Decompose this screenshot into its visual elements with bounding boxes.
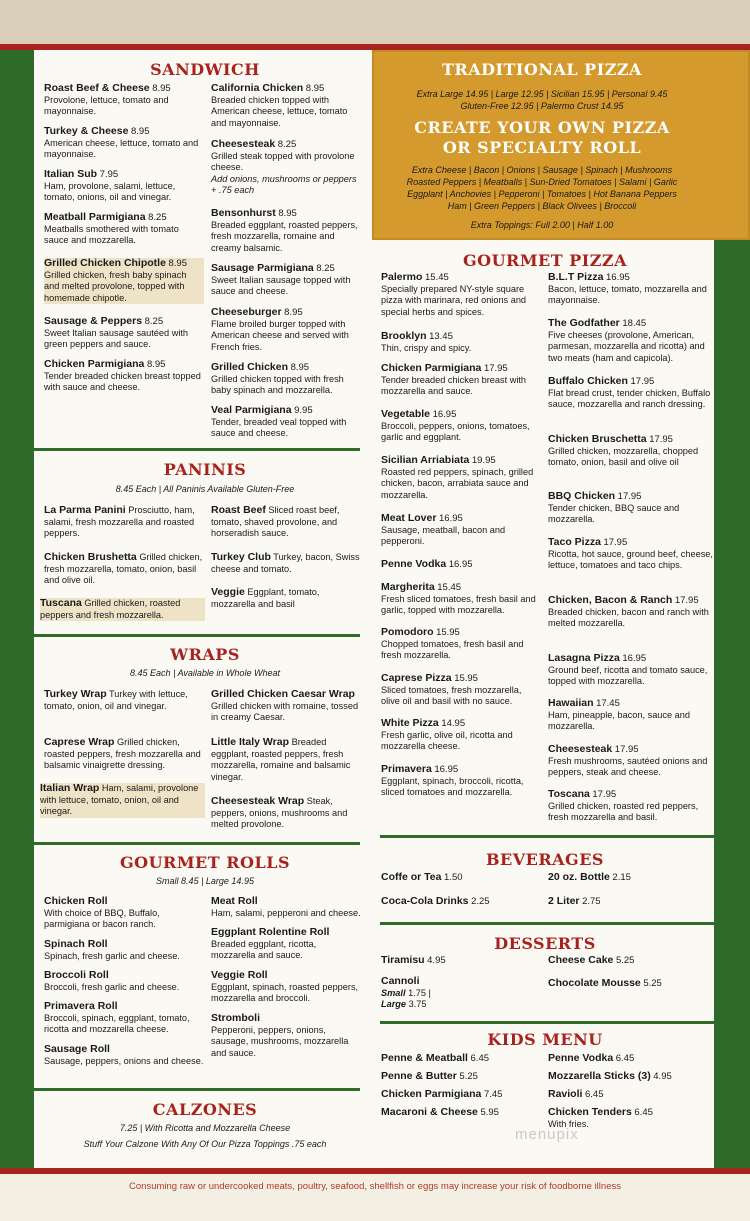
- item-price: 2.25: [471, 896, 490, 907]
- menu-item: [548, 595, 713, 630]
- item-description: Ham, pineapple, bacon, sauce and mozzarella.: [548, 709, 690, 732]
- menu-item: [44, 505, 204, 540]
- menu-item: [211, 263, 361, 298]
- item-description: Grilled chicken, roasted red peppers, fresh mozzarella and basil.: [548, 800, 699, 823]
- item-description: Meatballs smothered with tomato sauce and mozzarella.: [44, 223, 179, 246]
- item-description: Pepperoni, peppers, onions, sausage, mushrooms, mozzarella and sauce.: [211, 1024, 349, 1058]
- item-price: 8.95: [284, 307, 303, 318]
- menu-item: [44, 316, 204, 351]
- item-name: Cheese Cake: [548, 954, 614, 966]
- item-name: Veggie Roll: [211, 969, 268, 981]
- item-name: Penne & Butter: [381, 1070, 457, 1082]
- item-description: Ham, salami, pepperoni and cheese.: [211, 907, 361, 918]
- item-name: Primavera Roll: [44, 1000, 118, 1012]
- item-name: Italian Wrap: [40, 782, 100, 794]
- item-name: Chicken Parmigiana: [44, 358, 145, 370]
- item-description: Grilled chicken topped with fresh baby spinach and mozzarella.: [211, 373, 344, 396]
- item-name: Grilled Chicken Chipotle: [44, 257, 166, 269]
- section-divider: [34, 842, 360, 845]
- item-description: Sliced roast beef, tomato, shaved provolone, and horseradish sauce.: [211, 505, 340, 539]
- toppings-line-4: Ham | Green Peppers | Black Olivees | Broccoli: [447, 201, 637, 211]
- item-description: Tender, breaded veal topped with sauce and cheese.: [211, 416, 347, 439]
- item-price: 6.45: [585, 1089, 604, 1100]
- menu-item: [211, 362, 361, 397]
- item-name: Roast Beef & Cheese: [44, 82, 150, 94]
- item-name: Little Italy Wrap: [211, 736, 289, 748]
- item-name: Cannoli: [381, 975, 420, 987]
- item-description: Sausage, peppers, onions and cheese.: [44, 1055, 204, 1066]
- paninis-heading: PANINIS: [163, 460, 247, 479]
- menu-item: [548, 698, 713, 733]
- calzones-line1: 7.25 | With Ricotta and Mozzarella Cheese: [119, 1123, 291, 1133]
- menu-item: [381, 1053, 541, 1065]
- item-name: Cheesesteak: [548, 743, 613, 755]
- item-description: Broccoli, peppers, onions, tomatoes, garlic and eggplant.: [381, 420, 530, 443]
- item-price: 4.95: [653, 1071, 672, 1082]
- item-name: Grilled Chicken: [211, 361, 289, 373]
- item-name: Turkey Wrap: [44, 688, 107, 700]
- item-description: Prosciutto, ham, salami, fresh mozzarella and roasted peppers.: [44, 505, 195, 539]
- item-description: Breaded eggplant, ricotta, mozzarella and sauce.: [211, 938, 317, 961]
- item-name: Brooklyn: [381, 330, 427, 342]
- item-price: 17.95: [603, 537, 628, 548]
- sandwich-heading: SANDWICH: [150, 60, 260, 79]
- item-name: Italian Sub: [44, 168, 98, 180]
- item-price: 17.95: [617, 491, 642, 502]
- menu-item: [548, 789, 713, 824]
- item-price: 5.95: [480, 1107, 499, 1118]
- section-divider: [34, 448, 360, 451]
- traditional-sizes-2: Gluten-Free 12.95 | Palermo Crust 14.95: [460, 101, 624, 111]
- item-price: 8.95: [290, 362, 310, 373]
- item-name: Stromboli: [211, 1012, 260, 1024]
- item-description: Breaded chicken, bacon and ranch with melted mozzarella.: [548, 606, 709, 629]
- item-name: Lasagna Pizza: [548, 652, 620, 664]
- item-price: 16.95: [606, 272, 630, 283]
- item-name: BBQ Chicken: [548, 490, 616, 502]
- section-divider: [34, 634, 360, 637]
- item-description: With choice of BBQ, Buffalo, parmigiana or bacon ranch.: [44, 907, 160, 930]
- item-name: Penne Vodka: [548, 1052, 614, 1064]
- left-green-border: [0, 50, 34, 1170]
- cannoli-small-label: Small: [381, 987, 406, 998]
- menu-item: [548, 1053, 708, 1065]
- item-name: The Godfather: [548, 317, 620, 329]
- item-description: With fries.: [548, 1118, 589, 1129]
- calzones-heading: CALZONES: [152, 1100, 258, 1119]
- menu-item: [211, 970, 361, 1005]
- menu-item: [381, 272, 541, 318]
- menu-item: [381, 976, 541, 1011]
- toppings-line-2: Roasted Peppers | Meatballs | Sun-Dried Tomatoes | Salami | Garlic: [406, 177, 678, 187]
- menu-item: [44, 689, 204, 712]
- menu-item: [548, 272, 713, 307]
- menu-item: [381, 513, 541, 548]
- item-name: Palermo: [381, 271, 423, 283]
- toppings-line-3: Eggplant | Anchovies | Pepperoni | Tomatoes | Hot Banana Peppers: [407, 189, 677, 199]
- menu-item: [381, 331, 541, 354]
- top-band: [0, 0, 750, 44]
- menu-item: [548, 653, 713, 688]
- menu-item: [381, 559, 541, 571]
- item-price: 14.95: [441, 718, 466, 729]
- kids-menu-heading: KIDS MENU: [487, 1030, 603, 1049]
- item-description: Grilled chicken, mozzarella, chopped tomato, onion, basil and olive oil: [548, 445, 699, 468]
- item-price: 9.95: [294, 405, 313, 416]
- item-name: 20 oz. Bottle: [548, 871, 610, 883]
- menu-item: [211, 405, 361, 440]
- item-price: 2.75: [582, 896, 601, 907]
- calzones-line2: Stuff Your Calzone With Any Of Our Pizza Toppings .75 each: [83, 1139, 327, 1149]
- item-description: Roasted red peppers, spinach, grilled chicken, bacon, arrabiata sauce and mozzarella.: [381, 466, 534, 500]
- item-price: 15.45: [425, 272, 449, 283]
- item-price: 17.95: [614, 744, 639, 755]
- item-name: Caprese Pizza: [381, 672, 452, 684]
- paninis-subtitle: 8.45 Each | All Paninis Available Gluten-Free: [115, 484, 295, 494]
- item-name: Pomodoro: [381, 626, 434, 638]
- menu-item: [381, 582, 541, 617]
- item-description: Broccoli, spinach, eggplant, tomato, ricotta and mozzarella cheese.: [44, 1012, 190, 1035]
- traditional-pizza-heading: TRADITIONAL PIZZA: [442, 60, 642, 79]
- item-price: 5.25: [643, 978, 662, 989]
- menu-item: [548, 491, 713, 526]
- item-description: Sweet Italian sausage sautéed with green peppers and sauce.: [44, 327, 189, 350]
- menu-item: [44, 212, 204, 247]
- gourmet-rolls-subtitle: Small 8.45 | Large 14.95: [156, 876, 254, 886]
- item-name: Chicken Parmigiana: [381, 362, 482, 374]
- item-description: Broccoli, fresh garlic and cheese.: [44, 981, 180, 992]
- item-name: Coca-Cola Drinks: [381, 895, 469, 907]
- section-divider: [380, 835, 714, 838]
- menu-item: [44, 1001, 204, 1036]
- specialty-roll-heading: OR SPECIALTY ROLL: [442, 138, 642, 157]
- item-description: Grilled chicken with romaine, tossed in creamy Caesar.: [211, 700, 359, 723]
- item-price: 15.95: [436, 627, 460, 638]
- item-description: Ricotta, hot sauce, ground beef, cheese, lettuce, tomatoes and taco chips.: [548, 548, 713, 571]
- cannoli-large-label: Large: [381, 999, 407, 1010]
- item-name: Penne Vodka: [381, 558, 447, 570]
- item-price: 17.95: [630, 376, 655, 387]
- item-name: White Pizza: [381, 717, 439, 729]
- menu-item: [40, 598, 205, 621]
- item-name: Macaroni & Cheese: [381, 1106, 478, 1118]
- item-name: Meat Roll: [211, 895, 258, 907]
- item-price: 16.95: [439, 513, 463, 524]
- watermark: menupix: [515, 1126, 579, 1143]
- gourmet-rolls-heading: GOURMET ROLLS: [119, 853, 291, 872]
- menu-item: [44, 1044, 204, 1067]
- item-price: 17.45: [596, 698, 620, 709]
- menu-item: [211, 552, 361, 575]
- extra-toppings: Extra Toppings: Full 2.00 | Half 1.00: [470, 220, 614, 230]
- item-price: 13.45: [429, 331, 453, 342]
- item-description: Grilled steak topped with provolone cheese.: [211, 150, 355, 173]
- create-your-own-heading: CREATE YOUR OWN PIZZA: [414, 118, 670, 137]
- item-description: Turkey with lettuce, tomato, onion, oil and vinegar.: [44, 689, 188, 711]
- item-price: 5.25: [459, 1071, 478, 1082]
- item-price: 16.95: [432, 409, 457, 420]
- item-price: 7.95: [99, 169, 119, 180]
- item-name: Primavera: [381, 763, 432, 775]
- item-name: Ravioli: [548, 1088, 583, 1100]
- item-name: Chicken, Bacon & Ranch: [548, 594, 673, 606]
- menu-item: [381, 1107, 541, 1119]
- menu-item: [211, 896, 361, 919]
- item-price: 8.25: [148, 212, 167, 223]
- item-name: Sicilian Arriabiata: [381, 454, 470, 466]
- section-divider: [380, 1021, 714, 1024]
- right-green-border: [714, 240, 750, 1170]
- item-price: 16.95: [434, 764, 459, 775]
- item-price: 6.45: [470, 1053, 490, 1064]
- item-name: Tuscana: [40, 597, 82, 609]
- item-name: Grilled Chicken Caesar Wrap: [211, 688, 355, 700]
- item-price: 4.95: [427, 955, 446, 966]
- section-divider: [34, 1088, 360, 1091]
- item-description: Eggplant, tomato, mozzarella and basil: [211, 587, 320, 609]
- item-price: 2.15: [612, 872, 631, 883]
- item-description: Five cheeses (provolone, American, parmesan, mozzarella and ricotta) and two meats (ham and capicola).: [548, 329, 705, 363]
- item-name: Chicken Roll: [44, 895, 108, 907]
- item-price: 5.25: [615, 955, 635, 966]
- toppings-line-1: Extra Cheese | Bacon | Onions | Sausage | Spinach | Mushrooms: [411, 165, 673, 175]
- item-name: Coffe or Tea: [381, 871, 442, 883]
- item-price: 8.95: [131, 126, 150, 137]
- menu-item: [548, 1071, 708, 1083]
- item-price: 19.95: [471, 455, 496, 466]
- item-description: Tender breaded chicken breast with mozzarella and sauce.: [381, 374, 527, 397]
- traditional-sizes-1: Extra Large 14.95 | Large 12.95 | Sicilian 15.95 | Personal 9.45: [416, 89, 668, 99]
- item-price: 17.95: [649, 434, 673, 445]
- item-name: Toscana: [548, 788, 590, 800]
- item-name: Taco Pizza: [548, 536, 601, 548]
- menu-item: [381, 627, 541, 662]
- item-description: Eggplant, spinach, roasted peppers, mozzarella and broccoli.: [211, 981, 359, 1004]
- item-description: Ham, provolone, salami, lettuce, tomato, onions, oil and vinegar.: [44, 180, 176, 203]
- item-description: Ground beef, ricotta and tomato sauce, topped with mozzarella.: [548, 664, 708, 687]
- item-price: 15.95: [454, 673, 478, 684]
- item-name: Hawaiian: [548, 697, 594, 709]
- menu-item: [548, 434, 713, 469]
- item-price: 8.95: [278, 208, 297, 219]
- item-description: Thin, crispy and spicy.: [381, 342, 472, 353]
- item-description: Chopped tomatoes, fresh basil and fresh mozzarella.: [381, 638, 524, 661]
- item-description: Breaded chicken topped with American cheese, lettuce, tomato and mayonnaise.: [211, 94, 348, 128]
- item-name: Chicken Brushetta: [44, 551, 137, 563]
- menu-item: [211, 208, 361, 254]
- item-name: Margherita: [381, 581, 435, 593]
- item-description: Fresh mushrooms, sautéed onions and peppers, steak and cheese.: [548, 755, 708, 778]
- item-name: Eggplant Rolentine Roll: [211, 926, 330, 938]
- menu-item: [44, 737, 204, 772]
- item-description: Specially prepared NY-style square pizza with marinara, red onions and special herbs and spices.: [381, 283, 527, 317]
- menu-item: [548, 978, 708, 990]
- item-description: Turkey, bacon, Swiss cheese and tomato.: [211, 552, 360, 574]
- item-name: Turkey Club: [211, 551, 271, 563]
- menu-item: [211, 927, 361, 962]
- menu-item: [381, 896, 541, 908]
- menu-item: [548, 872, 708, 884]
- wraps-subtitle: 8.45 Each | Available in Whole Wheat: [130, 668, 280, 678]
- menu-item: [381, 764, 541, 799]
- item-price: 8.95: [146, 359, 166, 370]
- menu-item: [44, 359, 204, 394]
- section-divider: [380, 922, 714, 925]
- item-description: Fresh sliced tomatoes, fresh basil and garlic, topped with mozzarella.: [381, 593, 536, 616]
- item-description: Ham, salami, provolone with lettuce, tomato, onion, oil and vinegar.: [40, 783, 199, 817]
- item-name: Mozzarella Sticks (3): [548, 1070, 651, 1082]
- item-price: 8.95: [152, 83, 171, 94]
- item-price: 8.95: [305, 83, 325, 94]
- item-extra: Add onions, mushrooms or peppers + .75 each: [211, 173, 357, 196]
- item-price: 17.95: [483, 363, 508, 374]
- item-name: Veggie: [211, 586, 245, 598]
- item-name: California Chicken: [211, 82, 304, 94]
- item-name: Chicken Tenders: [548, 1106, 632, 1118]
- item-description: Steak, peppers, onions, mushrooms and melted provolone.: [211, 796, 348, 830]
- item-name: Meat Lover: [381, 512, 437, 524]
- item-name: Buffalo Chicken: [548, 375, 628, 387]
- item-description: Sausage, meatball, bacon and pepperoni.: [381, 524, 506, 547]
- desserts-heading: DESSERTS: [494, 934, 596, 953]
- item-name: Chicken Bruschetta: [548, 433, 647, 445]
- item-description: Bacon, lettuce, tomato, mozzarella and mayonnaise.: [548, 283, 707, 306]
- item-description: Sweet Italian sausage topped with sauce and cheese.: [211, 274, 351, 297]
- item-description: Breaded eggplant, roasted peppers, fresh mozzarella, romaine and balsamic vinegar.: [211, 737, 351, 782]
- gourmet-pizza-heading: GOURMET PIZZA: [462, 251, 628, 270]
- menu-item: [211, 83, 361, 129]
- item-description: Tender breaded chicken breast topped with sauce and cheese.: [44, 370, 201, 393]
- menu-item: [548, 537, 713, 572]
- menu-item: [44, 970, 204, 993]
- footer-disclaimer: Consuming raw or undercooked meats, poultry, seafood, shellfish or eggs may increase your risk of foodborne illness: [129, 1181, 621, 1192]
- menu-item: [211, 689, 361, 724]
- item-description: Grilled chicken, fresh mozzarella, tomato, onion, basil and olive oil.: [44, 552, 203, 586]
- item-description: Eggplant, spinach, broccoli, ricotta, sliced tomatoes and mozzarella.: [381, 775, 524, 798]
- menu-item: [548, 1089, 708, 1101]
- item-name: Caprese Wrap: [44, 736, 115, 748]
- menu-item: [381, 872, 541, 884]
- menu-item: [211, 139, 361, 197]
- item-price: 8.25: [144, 316, 164, 327]
- item-price: 6.45: [615, 1053, 635, 1064]
- menu-item: [211, 796, 361, 831]
- cannoli-large-price: 3.75: [408, 999, 427, 1010]
- menu-item: [211, 737, 361, 783]
- item-name: Chicken Parmigiana: [381, 1088, 482, 1100]
- item-price: 8.25: [277, 139, 297, 150]
- menu-item: [44, 939, 204, 962]
- item-description: American cheese, lettuce, tomato and mayonnaise.: [44, 137, 199, 160]
- menu-item: [211, 505, 361, 540]
- menu-item: [44, 258, 204, 304]
- menu-item: [211, 1013, 361, 1059]
- item-price: 15.45: [437, 582, 462, 593]
- item-description: Flame broiled burger topped with American cheese and served with French fries.: [211, 318, 349, 352]
- item-description: Grilled chicken, fresh baby spinach and melted provolone, topped with homemade chipotle.: [44, 269, 187, 303]
- item-name: Vegetable: [381, 408, 431, 420]
- menu-item: [44, 126, 204, 161]
- item-name: B.L.T Pizza: [548, 271, 604, 283]
- item-name: Sausage Parmigiana: [211, 262, 314, 274]
- item-description: Grilled chicken, roasted peppers, fresh mozzarella and balsamic vinaigrette dressing.: [44, 737, 201, 771]
- menu-item: [211, 587, 361, 610]
- item-price: 17.95: [674, 595, 699, 606]
- item-price: 1.50: [444, 872, 463, 883]
- item-name: Cheesesteak: [211, 138, 276, 150]
- menu-item: [381, 363, 541, 398]
- menu-item: [381, 1071, 541, 1083]
- beverages-heading: BEVERAGES: [486, 850, 604, 869]
- item-price: 7.45: [483, 1089, 503, 1100]
- item-name: Sausage Roll: [44, 1043, 110, 1055]
- item-name: Roast Beef: [211, 504, 266, 516]
- item-name: Sausage & Peppers: [44, 315, 143, 327]
- item-description: Flat bread crust, tender chicken, Buffalo sauce, mozzarella and ranch dressing.: [548, 387, 711, 410]
- item-name: Cheeseburger: [211, 306, 282, 318]
- menu-item: [44, 83, 204, 118]
- item-price: 17.95: [592, 789, 617, 800]
- menu-item: [381, 1089, 541, 1101]
- menu-item: [44, 896, 204, 931]
- item-name: Tiramisu: [381, 954, 425, 966]
- item-name: Cheesesteak Wrap: [211, 795, 305, 807]
- item-price: 16.95: [448, 559, 473, 570]
- item-name: Bensonhurst: [211, 207, 276, 219]
- item-description: Provolone, lettuce, tomato and mayonnaise.: [44, 94, 169, 117]
- item-name: Spinach Roll: [44, 938, 108, 950]
- wraps-heading: WRAPS: [170, 645, 240, 664]
- item-name: Turkey & Cheese: [44, 125, 129, 137]
- item-price: 16.95: [622, 653, 647, 664]
- menu-item: [381, 673, 541, 708]
- menu-item: [211, 307, 361, 353]
- item-description: Fresh garlic, olive oil, ricotta and mozzarella cheese.: [381, 729, 513, 752]
- menu-item: [548, 744, 713, 779]
- menu-item: [548, 955, 708, 967]
- menu-item: [381, 455, 541, 501]
- menu-item: [44, 552, 204, 587]
- cannoli-small-price: 1.75 |: [408, 987, 431, 998]
- menu-item: [44, 169, 204, 204]
- menu-item: [381, 718, 541, 753]
- item-description: Tender chicken, BBQ sauce and mozzarella.: [548, 502, 680, 525]
- menu-item: [40, 783, 205, 818]
- menu-item: [381, 409, 541, 444]
- menu-item: [548, 318, 713, 364]
- menu-item: [548, 896, 708, 908]
- item-name: 2 Liter: [548, 895, 580, 907]
- item-name: Meatball Parmigiana: [44, 211, 146, 223]
- item-price: 8.95: [168, 258, 187, 269]
- menu-item: [548, 376, 713, 411]
- item-name: Penne & Meatball: [381, 1052, 468, 1064]
- item-name: Chocolate Mousse: [548, 977, 641, 989]
- item-name: Broccoli Roll: [44, 969, 109, 981]
- item-description: Breaded eggplant, roasted peppers, fresh mozzarella, romaine and creamy balsamic.: [211, 219, 358, 253]
- item-price: 6.45: [634, 1107, 653, 1118]
- item-description: Sliced tomatoes, fresh mozzarella, olive oil and basil with no sauce.: [381, 684, 522, 707]
- item-price: 8.25: [316, 263, 335, 274]
- item-name: Veal Parmigiana: [211, 404, 292, 416]
- item-description: Grilled chicken, roasted peppers and fresh mozzarella.: [40, 598, 181, 620]
- item-name: La Parma Panini: [44, 504, 126, 516]
- item-price: 18.45: [622, 318, 647, 329]
- menu-item: [381, 955, 541, 967]
- item-description: Spinach, fresh garlic and cheese.: [44, 950, 180, 961]
